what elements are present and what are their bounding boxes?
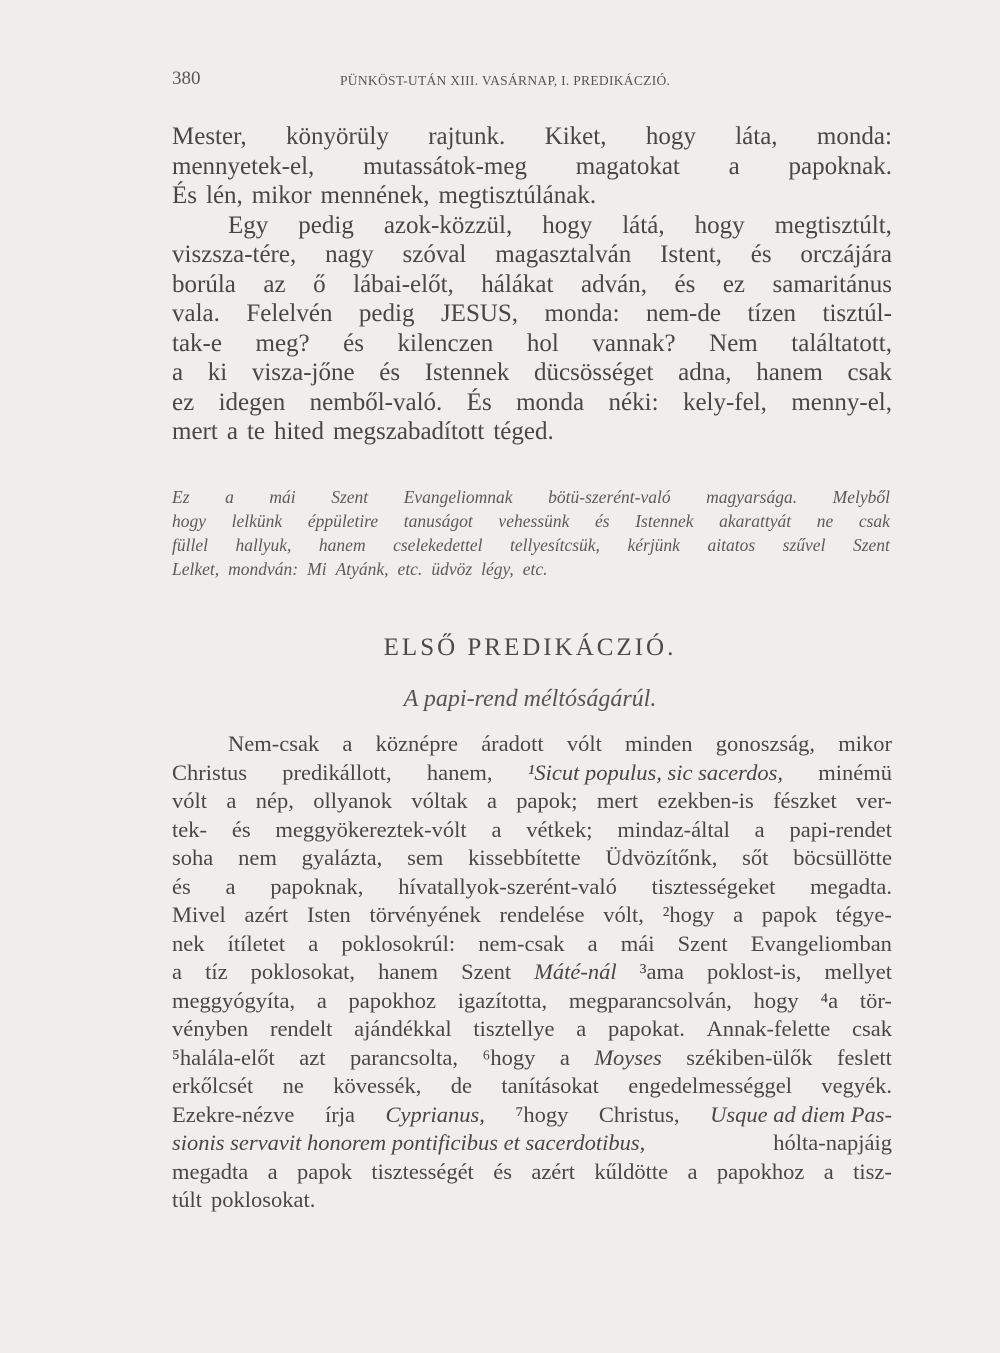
gospel-line (172, 152, 892, 182)
word: üdvöz (431, 559, 473, 579)
word: monda (516, 388, 585, 416)
word: és (674, 270, 696, 298)
sermon-line (172, 1129, 892, 1158)
word: magasztalván (495, 241, 632, 268)
word: adván, (581, 270, 647, 298)
word: Lelket, (172, 559, 220, 579)
word: mikor (838, 731, 892, 756)
word: nem-de (646, 300, 721, 327)
word: vólt (566, 731, 602, 756)
word: poklost-is, (707, 959, 802, 984)
word: szűvel (782, 535, 826, 555)
word: tek- (172, 816, 207, 842)
word: azért (244, 902, 289, 927)
page-number: 380 (172, 68, 201, 89)
word: ez (172, 388, 195, 416)
gospel-line (172, 181, 892, 211)
word: akarattyát (719, 511, 792, 531)
word: gonoszság, (715, 731, 816, 756)
word: meggyökereztek-vólt (275, 816, 467, 842)
gospel-line (172, 270, 892, 300)
word: és (172, 873, 191, 899)
word: tisz- (853, 1158, 892, 1184)
word: feslett (836, 1044, 892, 1070)
word: székiben-ülők (686, 1044, 813, 1070)
word: hálákat (481, 270, 554, 298)
word: és (750, 241, 772, 268)
word: a (728, 152, 740, 180)
word: papi-rendet (789, 816, 892, 842)
word: predikállott, (282, 759, 392, 785)
note-line (172, 533, 890, 557)
word: csak (851, 1016, 892, 1041)
word: hanem (318, 535, 366, 555)
word: azt (299, 1044, 326, 1070)
word: nek (172, 930, 205, 956)
word: mennyetek-el, (172, 152, 315, 180)
word: dücsösséget (534, 359, 654, 386)
word: te (246, 418, 265, 445)
word: és (231, 816, 251, 842)
word: ⁷hogy (515, 1101, 569, 1127)
word: magatokat (575, 152, 680, 180)
word: és (343, 329, 364, 357)
word: parancsolta, (349, 1044, 459, 1070)
word: Mivel (172, 902, 226, 927)
word: csak (858, 511, 890, 531)
word: ajándékkal (354, 1016, 452, 1041)
word: lábai-előt, (353, 270, 454, 298)
word: pedig (358, 300, 415, 327)
word: Christus (172, 759, 248, 785)
word: papokhoz (348, 987, 437, 1013)
word: hallyuk, (235, 535, 292, 555)
word: mert (172, 418, 218, 445)
word: a (342, 731, 353, 756)
sermon-line (172, 901, 892, 930)
word: Ezekre-nézve (172, 1101, 295, 1127)
word: fészket (773, 788, 837, 813)
word: légy, (481, 559, 514, 579)
word: kilenczen (397, 329, 494, 357)
word: és (379, 359, 401, 386)
word: pedig (298, 211, 354, 239)
word: ver- (856, 788, 892, 813)
word: vannak? (592, 329, 676, 357)
word: És (466, 388, 492, 416)
word: láta, (735, 123, 778, 150)
gospel-line (172, 299, 892, 329)
word: papokhoz (716, 1158, 805, 1184)
word: megszabadított (332, 418, 485, 445)
word: papoknak, (270, 873, 364, 899)
word: megtisztúlt, (774, 211, 892, 239)
word: orczájára (800, 241, 892, 268)
word: megadta (172, 1158, 249, 1184)
word: hogy (172, 511, 207, 531)
sermon-line (172, 759, 892, 788)
word: Ez (172, 487, 190, 507)
word: Egy (228, 211, 269, 239)
word: visza-jőne (251, 359, 355, 386)
sermon-line (172, 958, 892, 987)
word: kérjünk (627, 535, 680, 555)
word: áradott (481, 731, 544, 756)
word: azok-közzül, (383, 211, 513, 239)
word: JESUS, (440, 300, 519, 327)
word: Christus, (598, 1101, 680, 1127)
word: tör- (859, 987, 892, 1013)
word: Mester, (172, 123, 247, 150)
word: a (172, 959, 182, 984)
word: Nem-csak (228, 731, 320, 756)
word: téged. (493, 418, 554, 445)
word: vétkek; (526, 816, 593, 842)
word: tégye- (835, 902, 892, 927)
word: ollyanok (313, 788, 392, 813)
gospel-line (172, 211, 892, 241)
word: hogy (753, 987, 799, 1013)
word: szóval (402, 241, 467, 268)
word: Szent (331, 487, 369, 507)
word: a (559, 1044, 570, 1070)
word: monda: (544, 300, 620, 327)
word: de (450, 1073, 473, 1098)
word: néki: (608, 388, 659, 416)
word: tisztúl- (822, 300, 892, 327)
word: etc. (397, 559, 423, 579)
word: Szent (461, 959, 512, 984)
word: lelkünk (231, 511, 283, 531)
word: Üdvözítőnk, (605, 845, 718, 870)
word: nemből-való. (309, 388, 443, 416)
word: a (308, 930, 319, 956)
word: hogy (542, 211, 593, 239)
word: hívatallyok-szerént-való (398, 873, 617, 899)
word: És (172, 182, 197, 209)
word: Szent (852, 535, 890, 555)
word: azért (531, 1158, 576, 1184)
word: hanem (378, 959, 439, 984)
word: mert (596, 788, 639, 813)
word: gyalázta, (301, 845, 383, 870)
word: Istennek (424, 359, 510, 386)
word: Istent, (660, 241, 722, 268)
word: monda: (816, 123, 892, 150)
gospel-text (172, 122, 892, 447)
word: papoknak. (788, 152, 892, 180)
word: kissebbítette (468, 845, 581, 870)
word: menny-el, (791, 388, 892, 416)
word: meggyógyíta, (172, 987, 296, 1013)
word: Moyses (594, 1044, 662, 1070)
word: aitatos (707, 535, 756, 555)
word: hogy (694, 211, 745, 239)
word: lén, (206, 182, 243, 209)
word: a (225, 873, 236, 899)
running-head: PÜNKÖST-UTÁN XIII. VASÁRNAP, I. PREDIKÁCZIÓ. (340, 73, 671, 88)
word: a (225, 487, 234, 507)
word: vólt, (603, 902, 644, 927)
sermon-line (172, 787, 892, 816)
word: mindaz-által (617, 816, 730, 842)
word: Kiket, (544, 123, 607, 150)
sermon-line (172, 816, 892, 845)
sermon-line (172, 930, 892, 959)
sermon-line (172, 730, 892, 759)
word: megparancsolván, (568, 987, 732, 1013)
word: tíz (205, 959, 228, 984)
word: Evangeliomnak (403, 487, 513, 507)
word: Máté-nál (534, 959, 617, 984)
word: hited (273, 418, 324, 445)
word: nép, (255, 788, 294, 813)
word: mái (620, 930, 655, 956)
word: Istennek (635, 511, 694, 531)
word: engedelmességgel (628, 1073, 792, 1098)
word: ne (816, 511, 834, 531)
word: tanuságot (403, 511, 473, 531)
note-line (172, 509, 890, 533)
word: Evangeliomban (750, 930, 892, 956)
word: hogy (645, 123, 696, 150)
word: Mi (307, 559, 327, 579)
sermon-line (172, 1186, 892, 1215)
sermon-line (172, 1044, 892, 1073)
gospel-line (172, 329, 892, 359)
word: a (587, 930, 598, 956)
word: a (576, 1016, 587, 1041)
word: a (486, 788, 497, 813)
word: a (491, 816, 502, 842)
word: a (754, 816, 765, 842)
word: a (316, 987, 327, 1013)
word: Melyből (832, 487, 890, 507)
word: vólt (172, 788, 208, 813)
word: tak-e (172, 329, 222, 357)
word: vóltak (411, 788, 468, 813)
word: rendelt (269, 1016, 333, 1041)
gospel-line (172, 358, 892, 388)
word: tisztességét (371, 1158, 474, 1184)
word: papok (761, 902, 817, 927)
word: ⁵halála-előt (172, 1044, 275, 1070)
sermon-title: ELSŐ PREDIKÁCZIÓ. (383, 634, 677, 661)
word: rajtunk. (428, 123, 506, 150)
word: vényben (172, 1016, 249, 1041)
word: köznépre (375, 731, 459, 756)
sermon-text (172, 730, 892, 1215)
word: mondván: (228, 559, 299, 579)
word: ítíletet (227, 930, 286, 956)
sermon-line (172, 1158, 892, 1187)
word: kűldötte (594, 1158, 669, 1184)
word: minémü (818, 759, 892, 785)
word: túlt (172, 1187, 203, 1212)
word: nem (238, 845, 277, 870)
word: poklosokat, (250, 959, 355, 984)
word: Felelvén (246, 300, 333, 327)
word: csak (847, 359, 892, 386)
word: ez (722, 270, 746, 298)
word: a (733, 902, 744, 927)
note-line (172, 557, 890, 581)
word: mutassátok-meg (363, 152, 527, 180)
word: Usque ad diem Pas- (710, 1101, 892, 1127)
word: tízen (747, 300, 797, 327)
word: böcsüllötte (793, 845, 892, 870)
word: a (267, 1158, 278, 1184)
word: samaritánus (772, 270, 892, 298)
word: a (687, 1158, 698, 1184)
note-line (172, 485, 890, 509)
sermon-line (172, 1015, 892, 1044)
word: vala. (172, 300, 220, 327)
sermon-line (172, 987, 892, 1016)
word: poklosokrúl: (341, 930, 456, 956)
word: tanításokat (501, 1073, 599, 1098)
word: erkőlcsét (172, 1073, 254, 1098)
sermon-subtitle: A papi-rend méltóságárúl. (403, 686, 657, 712)
sermon-line (172, 873, 892, 902)
word: tisztességeket (651, 873, 776, 899)
word: megadta. (810, 873, 892, 899)
word: papok (296, 1158, 352, 1184)
word: vehessünk (498, 511, 570, 531)
word: ¹Sicut populus, sic sacerdos, (527, 759, 783, 785)
word: mellyet (824, 959, 892, 984)
word: sionis servavit honorem pontificibus et sacerdotibus, (172, 1130, 646, 1155)
word: könyörüly (286, 123, 389, 150)
word: írja (324, 1101, 355, 1127)
word: füllel (172, 535, 208, 555)
italic-note (172, 485, 890, 581)
word: rendelése (499, 902, 585, 927)
word: sem (407, 845, 444, 870)
gospel-line (172, 417, 892, 447)
word: az (263, 270, 286, 298)
word: meg? (255, 329, 310, 357)
word: ne (282, 1073, 304, 1098)
word: és (493, 1158, 512, 1184)
word: kely-fel, (682, 388, 767, 416)
word: poklosokat. (211, 1187, 316, 1212)
word: sőt (742, 845, 769, 870)
word: Nem (709, 329, 758, 357)
gospel-line (172, 388, 892, 418)
word: papokat. (607, 1016, 685, 1041)
word: Atyánk, (335, 559, 389, 579)
word: ⁶hogy (482, 1044, 536, 1070)
word: ²hogy (662, 902, 715, 927)
word: a (172, 359, 184, 386)
sermon-line (172, 1101, 892, 1130)
word: hol (526, 329, 559, 357)
word: éppületire (307, 511, 379, 531)
word: ezekben-is (657, 788, 754, 813)
word: Szent (677, 930, 728, 956)
word: mái (269, 487, 296, 507)
word: tisztellye (473, 1016, 555, 1041)
word: mennének, (320, 182, 430, 209)
word: minden (625, 731, 693, 756)
word: ⁴a (820, 987, 839, 1013)
word: tellyesítcsük, (510, 535, 600, 555)
word: törvényének (369, 902, 481, 927)
word: ki (207, 359, 228, 386)
word: Cyprianus, (385, 1101, 485, 1127)
word: bötü-szerént-való (548, 487, 671, 507)
word: hanem (756, 359, 823, 386)
word: adna, (678, 359, 732, 386)
word: mikor (251, 182, 312, 209)
word: Annak-felette (706, 1016, 831, 1041)
word: vegyék. (821, 1073, 892, 1098)
word: Isten (307, 902, 351, 927)
word: ő (313, 270, 326, 298)
word: és (595, 511, 610, 531)
word: kövessék, (333, 1073, 422, 1098)
word: soha (172, 845, 214, 870)
word: borúla (172, 270, 236, 298)
word: a (226, 418, 238, 445)
word: magyarsága. (706, 487, 798, 507)
word: idegen (218, 388, 286, 416)
gospel-line (172, 240, 892, 270)
word: viszsza-tére, (172, 241, 297, 268)
word: találtatott, (791, 329, 892, 357)
word: hanem, (426, 759, 493, 785)
word: nagy (325, 241, 374, 268)
word: a (226, 788, 237, 813)
word: a (823, 1158, 834, 1184)
gospel-line (172, 122, 892, 152)
sermon-line (172, 844, 892, 873)
word: papok; (516, 788, 578, 813)
word: cselekedettel (393, 535, 483, 555)
word: etc. (522, 559, 548, 579)
word: hólta-napjáig (773, 1130, 892, 1155)
word: igazította, (457, 987, 548, 1013)
word: nem-csak (478, 930, 565, 956)
word: megtisztúlának. (438, 182, 597, 209)
word: látá, (622, 211, 665, 239)
word: ³ama (639, 959, 684, 984)
sermon-line (172, 1072, 892, 1101)
